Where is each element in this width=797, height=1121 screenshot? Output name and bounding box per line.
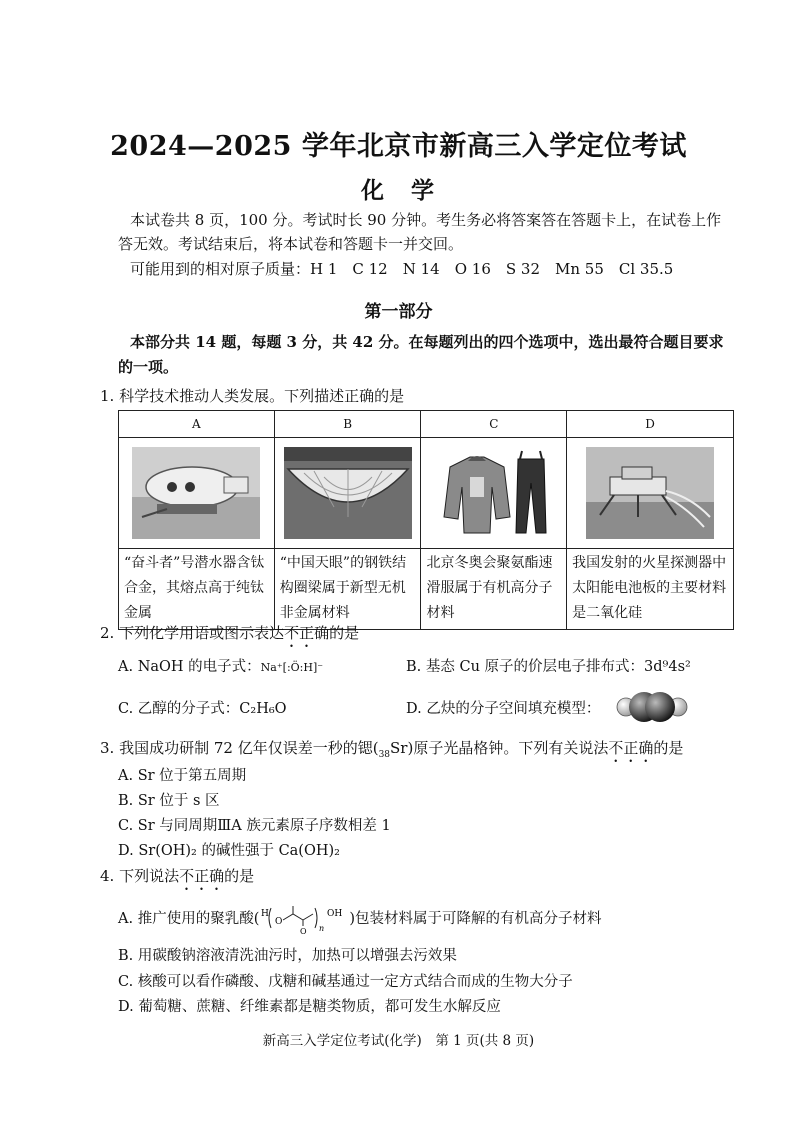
q1-col-d-head: D [567,411,734,438]
part-instruction-2: 的一项。 [118,358,179,376]
q1-col-c-head: C [421,411,567,438]
acetylene-space-filling-model [616,690,688,724]
q1-col-c-text: 北京冬奥会聚氨酯速滑服属于有机高分子材料 [421,549,567,630]
q2-option-b: B. 基态 Cu 原子的价层电子排布式：3d⁹4s² [406,659,691,675]
part-title: 第一部分 [364,302,433,322]
q1-col-a-text: “奋斗者”号潜水器含钛合金，其熔点高于纯钛金属 [119,549,275,630]
svg-text:H: H [261,909,270,919]
exam-title: 2024—2025 学年北京市新高三入学定位考试 [110,131,687,162]
q4-option-d: D. 葡萄糖、蔗糖、纤维素都是糖类物质，都可发生水解反应 [118,999,501,1015]
page-footer: 新高三入学定位考试(化学) 第 1 页(共 8 页) [262,1033,535,1049]
q3-option-a: A. Sr 位于第五周期 [118,768,247,784]
q1-col-d-image [567,438,734,549]
q4-option-b: B. 用碳酸钠溶液清洗油污时，加热可以增强去污效果 [118,948,457,964]
q1-options-table [118,410,734,630]
svg-text:n: n [319,924,325,933]
q4-option-a: A. 推广使用的聚乳酸( H O O n OH )包装材料属于可降解的有机高分子材料 [118,904,602,934]
q1-col-b-image [274,438,421,549]
polylactic-acid-structure [259,904,349,934]
q4-option-c: C. 核酸可以看作磷酸、戊糖和碱基通过一定方式结合而成的生物大分子 [118,974,573,990]
intro-line-1: 本试卷共 8 页，100 分。考试时长 90 分钟。考生务必将答案答在答题卡上，在试卷上作 [130,211,722,229]
q1-col-a-head: A [119,411,275,438]
fast-telescope-photo [284,447,412,539]
q2-option-c: C. 乙醇的分子式：C₂H₆O [118,701,287,717]
mars-lander-photo [586,447,714,539]
q3-stem: 3. 我国成功研制 72 亿年仅误差一秒的锶$(_{38}Sr)$原子光晶格钟。下列有关说法不正确的是 [100,739,684,760]
part-instruction-1: 本部分共 14 题，每题 3 分，共 42 分。在每题列出的四个选项中，选出最符合题目要求 [130,333,724,351]
q3-option-d: D. Sr(OH)₂ 的碱性强于 Ca(OH)₂ [118,843,340,859]
q1-col-b-text: “中国天眼”的钢铁结构圈梁属于新型无机非金属材料 [274,549,421,630]
q1-stem: 1. 科学技术推动人类发展。下列描述正确的是 [100,387,405,405]
q2-option-a: A. NaOH 的电子式：Na⁺[:Ö:H]⁻ [118,659,324,675]
q4-stem: 4. 下列说法不正确的是 [100,867,255,885]
q2-stem: 2. 下列化学用语或图示表达不正确的是 [100,624,360,642]
svg-text:OH: OH [327,909,343,919]
q3-option-c: C. Sr 与同周期ⅢA 族元素原子序数相差 1 [118,818,391,834]
subject-title: 化 学 [361,177,436,204]
q1-col-a-image [119,438,275,549]
atomic-mass-line: 可能用到的相对原子质量：H 1 C 12 N 14 O 16 S 32 Mn 55 Cl 35.5 [130,260,674,278]
q1-col-d-text: 我国发射的火星探测器中太阳能电池板的主要材料是二氧化硅 [567,549,734,630]
skating-suit-photo [430,447,558,539]
svg-text:O: O [300,927,307,934]
q1-col-b-head: B [274,411,421,438]
svg-text:O: O [275,917,283,927]
q1-col-c-image [421,438,567,549]
q3-option-b: B. Sr 位于 s 区 [118,793,220,809]
submersible-photo [132,447,260,539]
intro-line-2: 答无效。考试结束后，将本试卷和答题卡一并交回。 [118,235,464,253]
q2-option-d: D. 乙炔的分子空间填充模型： [406,701,601,717]
